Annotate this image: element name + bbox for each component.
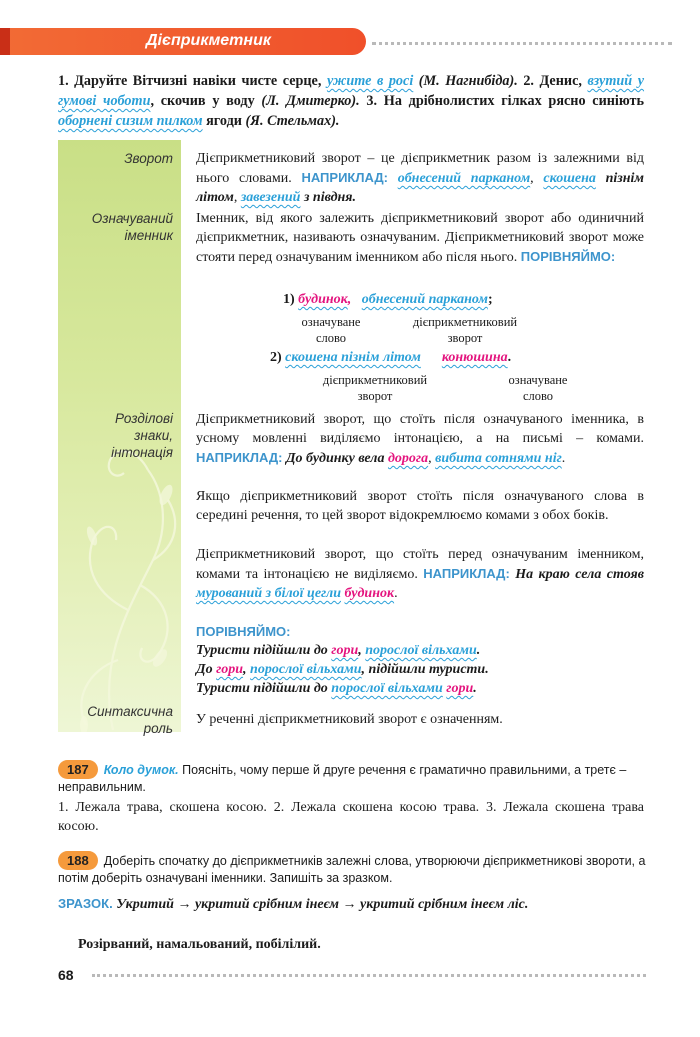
label-syntaksychna: Синтаксична роль — [87, 704, 173, 736]
rule-syntax-role: У реченні дієприкметниковий зворот є означенням. — [196, 712, 503, 727]
caption-oznachuvane-2: означуване слово — [508, 373, 568, 403]
header-dotted-rule — [372, 42, 672, 45]
definition-zvorot: Дієприкметниковий зворот – це дієприкметник разом із залежними від нього словами. НАПРИКЛАД: обнесений парканом, скошена пізнім літом, завезений з півдня. — [196, 151, 644, 205]
definition-oznachuvanyi: Іменник, від якого залежить дієприкметниковий зворот або одиничний дієприкметник, називають означуваним. Дієприкметниковий зворот може стояти перед означуваним іменником або після нього. ПОРІВНЯЙМО: — [196, 211, 644, 265]
label-zvorot: Зворот — [124, 151, 173, 166]
example-2: До гори, порослої вільхами, підійшли туристи. — [196, 662, 489, 677]
rule-separation: Якщо дієприкметниковий зворот стоїть після означуваного слова в середині речення, то цей зворот відокремлюємо комами з обох боків. — [196, 489, 644, 523]
label-oznachuvanyi: Означуваний іменник — [91, 211, 173, 243]
caption-zvorot-2: дієприкметниковий зворот — [322, 373, 428, 403]
exercise-188-task: 188 Доберіть спочатку до дієприкметників залежні слова, утворюючи дієприкметникові звороти, а потім доберіть означувані іменники. Запишіть за зразком. — [58, 853, 646, 885]
intro-sentences: 1. Даруйте Вітчизні навіки чисте серце, ужите в росі (М. Нагнибіда). 2. Денис, взутий у гумові чоботи, скочив у воду (Л. Дмитерко). 3. На дрібнолистих гілках рясно синіють оборнені сизим пилком ягоди (Я. Стельмах). — [58, 73, 645, 129]
exercise-188-words: Розірваний, намальований, побілілий. — [78, 937, 321, 952]
compare-examples: ПОРІВНЯЙМО: Туристи підійшли до гори, порослої вільхами. До гори, порослої вільхами, підійшли туристи. Туристи підійшли до порослої вільхами гори. — [196, 622, 644, 698]
label-rozdilovi: Розділові знаки, інтонація — [111, 411, 173, 460]
chapter-title: Дієприкметник — [146, 32, 271, 49]
exercise-188-sample: ЗРАЗОК. Укритий → укритий срібним інеєм → укритий срібним інеєм ліс. — [58, 896, 529, 912]
compare-1-line: 1) будинок, обнесений парканом; — [283, 292, 493, 307]
caption-zvorot-1: дієприкметниковий зворот — [412, 315, 518, 345]
page-number: 68 — [58, 967, 74, 983]
exercise-187-task: 187 Коло думок. Поясніть, чому перше й друге речення є граматично правильними, а третє – неправильним. — [58, 762, 627, 794]
exercise-188-number: 188 — [58, 851, 98, 870]
compare-2-line: 2) скошена пізнім літом конюшина. — [270, 350, 512, 365]
theory-sidebar — [58, 140, 181, 736]
caption-oznachuvane-1: означуване слово — [301, 315, 361, 345]
rule-punctuation: Дієприкметниковий зворот, що стоїть після означуваного іменника, в усному мовленні виділяємо інтонацією, а на письмі – комами. НАПРИКЛАД: До будинку вела дорога, вибита сотнями ніг. — [196, 412, 644, 466]
footer-dotted-rule — [92, 974, 646, 977]
rule-no-commas: Дієприкметниковий зворот, що стоїть перед означуваним іменником, комами та інтонацією не виділяємо. НАПРИКЛАД: На краю села стояв мурований з білої цегли будинок. — [196, 547, 644, 601]
exercise-187-text: 1. Лежала трава, скошена косою. 2. Лежала скошена косою трава. 3. Лежала скошена трава косою. — [58, 800, 644, 834]
exercise-187-number: 187 — [58, 760, 98, 779]
example-1: Туристи підійшли до гори, порослої вільхами. — [196, 643, 481, 658]
example-3: Туристи підійшли до порослої вільхами гори. — [196, 681, 477, 696]
chapter-header-accent — [0, 28, 10, 55]
